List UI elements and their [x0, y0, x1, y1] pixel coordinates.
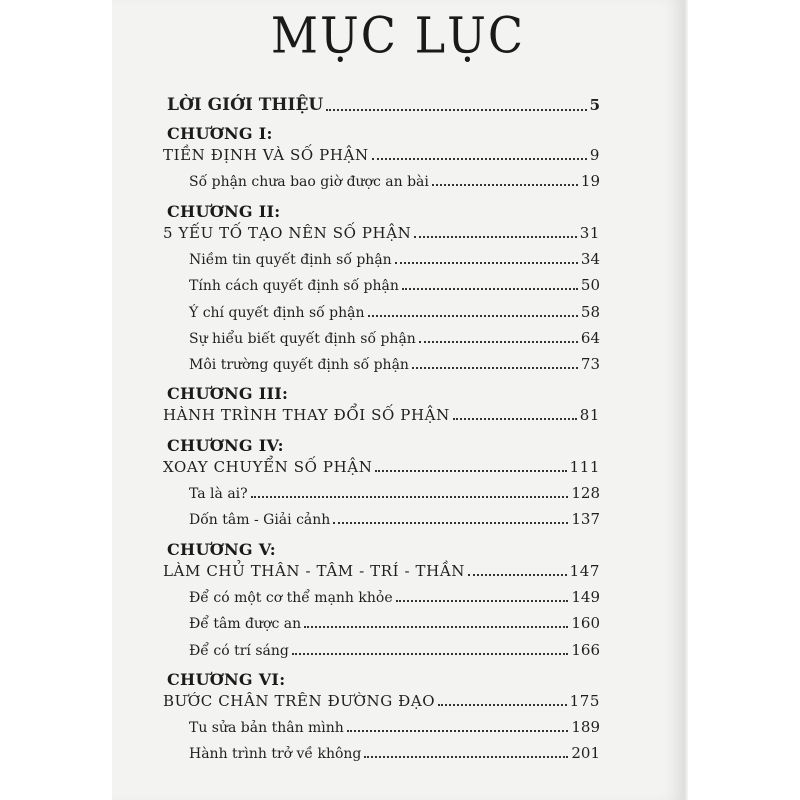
section-entry: [189, 587, 600, 606]
toc-entry-label: XOAY CHUYỂN SỐ PHẬN: [163, 457, 373, 476]
toc-entry-label: LÀM CHỦ THÂN - TÂM - TRÍ - THẦN: [163, 561, 465, 580]
toc-entry-label: Để tâm được an: [189, 616, 302, 633]
dot-leader: [453, 418, 577, 420]
toc-page-number: 9: [589, 146, 600, 164]
chapter-title-entry: [163, 561, 600, 580]
section-entry: [189, 278, 600, 293]
toc-page-number: 175: [569, 691, 600, 710]
toc-page-number: 137: [571, 510, 600, 529]
toc-page-number: 58: [580, 302, 600, 321]
dot-leader: [326, 109, 586, 111]
dot-leader: [412, 367, 578, 369]
toc-page-number: 19: [580, 172, 600, 191]
toc-page-number: 128: [571, 484, 600, 502]
chapter-heading: CHƯƠNG II:: [167, 201, 281, 221]
toc-page-number: 189: [571, 718, 600, 737]
toc-entry-label: Hành trình trở về không: [189, 746, 362, 763]
chapter-title-entry: [163, 691, 600, 710]
toc-intro: [167, 97, 600, 114]
toc-entry-label: LỜI GIỚI THIỆU: [167, 95, 324, 115]
dot-leader: [372, 158, 587, 160]
section-entry: [189, 249, 600, 268]
dot-leader: [438, 704, 566, 706]
dot-leader: [347, 730, 569, 732]
toc-page-number: 147: [569, 561, 600, 580]
chapter-heading: CHƯƠNG I:: [167, 124, 273, 143]
toc-entry-label: Ý chí quyết định số phận: [189, 304, 365, 321]
chapter-heading: CHƯƠNG VI:: [167, 669, 286, 689]
dot-leader: [432, 184, 578, 186]
dot-leader: [402, 288, 578, 290]
chapter-title-entry: [163, 148, 600, 163]
toc-entry-label: Môi trường quyết định số phận: [189, 357, 409, 374]
dot-leader: [292, 653, 569, 655]
toc-page-number: 81: [579, 406, 600, 425]
chapter-title-entry: [163, 408, 600, 423]
toc-page-number: 50: [580, 276, 600, 295]
dot-leader: [304, 626, 568, 628]
toc-entry-label: Niềm tin quyết định số phận: [189, 251, 392, 268]
dot-leader: [375, 470, 566, 472]
chapter-title-entry: [163, 457, 600, 476]
toc-entry-label: BƯỚC CHÂN TRÊN ĐƯỜNG ĐẠO: [163, 691, 436, 710]
toc-page-number: 5: [589, 96, 600, 114]
toc-page-number: 160: [571, 614, 600, 633]
chapter-heading: CHƯƠNG IV:: [167, 435, 284, 455]
toc-entry-label: HÀNH TRÌNH THAY ĐỔI SỐ PHẬN: [163, 406, 450, 425]
table-of-contents: [112, 0, 684, 800]
toc-page-number: 149: [571, 587, 600, 606]
toc-page-number: 111: [569, 457, 600, 476]
toc-entry-label: Tính cách quyết định số phận: [189, 278, 399, 295]
chapter-title-entry: [163, 223, 600, 242]
toc-page-number: 34: [580, 249, 600, 268]
section-entry: [189, 302, 600, 321]
dot-leader: [333, 522, 568, 524]
page-title: MỤC LỤC: [270, 5, 526, 65]
dot-leader: [251, 496, 569, 498]
section-entry: [189, 512, 600, 527]
dot-leader: [468, 574, 567, 576]
dot-leader: [419, 341, 578, 343]
chapter-heading: CHƯƠNG III:: [167, 384, 289, 404]
toc-entry-label: Ta là ai?: [189, 486, 248, 502]
page-edge: [684, 0, 688, 800]
toc-page-number: 73: [580, 355, 600, 374]
section-entry: [189, 746, 600, 761]
dot-leader: [364, 756, 568, 758]
dot-leader: [414, 236, 576, 238]
toc-page-number: 64: [580, 328, 600, 347]
toc-entry-label: Số phận chưa bao giờ được an bài: [189, 174, 429, 191]
toc-page-number: 166: [571, 640, 600, 659]
dot-leader: [396, 600, 569, 602]
section-entry: [189, 174, 600, 189]
toc-entry-label: Dốn tâm - Giải cảnh: [189, 512, 331, 529]
section-entry: [189, 640, 600, 659]
dot-leader: [368, 315, 578, 317]
toc-entry-label: TIỀN ĐỊNH VÀ SỐ PHẬN: [163, 146, 369, 164]
toc-entry-label: 5 YẾU TỐ TẠO NÊN SỐ PHẬN: [163, 223, 412, 242]
section-entry: [189, 328, 600, 347]
toc-page-number: 201: [571, 744, 600, 763]
section-entry: [189, 486, 600, 501]
toc-entry-label: Sự hiểu biết quyết định số phận: [189, 330, 416, 347]
chapter-heading: CHƯƠNG V:: [167, 539, 277, 559]
section-entry: [189, 357, 600, 372]
toc-entry-label: Để có trí sáng: [189, 642, 289, 659]
dot-leader: [395, 262, 578, 264]
toc-page-number: 31: [579, 223, 600, 242]
section-entry: [189, 616, 600, 631]
book-page: [112, 0, 684, 800]
section-entry: [189, 720, 600, 735]
toc-entry-label: Tu sửa bản thân mình: [189, 720, 344, 737]
toc-entry-label: Để có một cơ thể mạnh khỏe: [189, 589, 393, 606]
